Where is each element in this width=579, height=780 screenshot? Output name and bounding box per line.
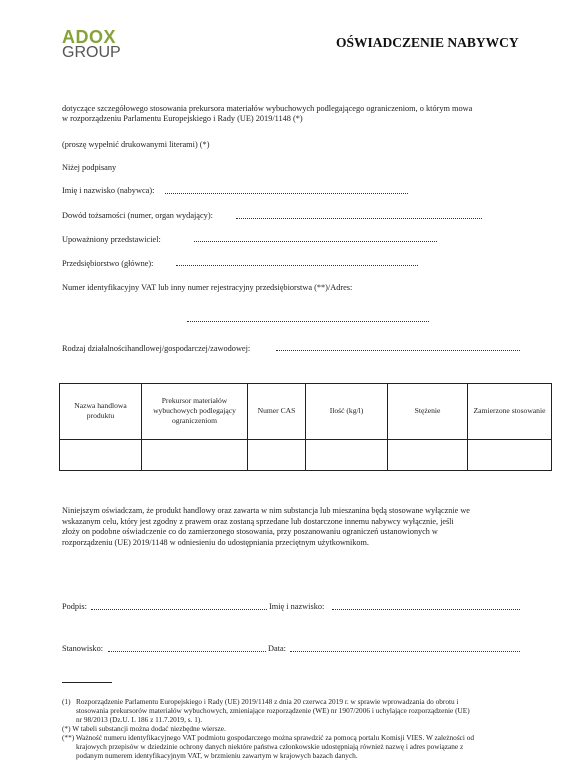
- id-doc-input-line[interactable]: [236, 217, 482, 219]
- undersigned-label: Niżej podpisany: [62, 163, 117, 172]
- signer-name-input-line[interactable]: [332, 608, 520, 610]
- footnote-1-marker: (1): [62, 697, 71, 706]
- footnote-3-line-1: (**) Ważność numeru identyfikacyjnego VAT podmiotu gospodarczego można sprawdzić za pomocą portalu Komisji VIES. W zależności od: [62, 733, 475, 742]
- footnote-1-line-1: Rozporządzenie Parlamentu Europejskiego i Rady (UE) 2019/1148 z dnia 20 czerwca 2019 r. w sprawie wprowadzania do obrotu i: [76, 697, 459, 706]
- cell-intended-use[interactable]: [468, 439, 552, 470]
- header-precursor: Prekursor materiałów wybuchowych podlegający ograniczeniom: [142, 384, 248, 440]
- header-cas-number: Numer CAS: [248, 384, 306, 440]
- cell-cas-number[interactable]: [248, 439, 306, 470]
- footnote-divider: [62, 682, 112, 683]
- activity-input-line[interactable]: [276, 349, 520, 351]
- company-input-line[interactable]: [176, 264, 418, 266]
- document-title: OŚWIADCZENIE NABYWCY: [336, 35, 519, 50]
- date-label: Data:: [268, 644, 286, 653]
- declaration-line-1: Niniejszym oświadczam, że produkt handlowy oraz zawarta w nim substancja lub mieszanina będą stosowane wyłącznie we: [62, 506, 470, 515]
- vat-label: Numer identyfikacyjny VAT lub inny numer rejestracyjny przedsiębiorstwa (**)/Adres:: [62, 283, 353, 292]
- declaration-paragraph: [62, 506, 522, 548]
- signer-name-label: Imię i nazwisko:: [269, 602, 325, 611]
- footnote-3-line-3: podanym numerem identyfikacyjnym VAT, w brzmieniu zawartym w krajowych bazach danych.: [76, 751, 358, 760]
- header-quantity: Ilość (kg/l): [306, 384, 388, 440]
- print-note: (proszę wypełnić drukowanymi literami) (*): [62, 140, 210, 149]
- declaration-line-4: rozporządzeniu (UE) 2019/1148 w odniesieniu do udostępniania przeciętnym użytkownikom.: [62, 537, 369, 547]
- position-label: Stanowisko:: [62, 644, 104, 653]
- footnote-1-line-3: nr 98/2013 (Dz.U. L 186 z 11.7.2019, s. 1).: [76, 715, 203, 724]
- table-header-row: [60, 384, 552, 440]
- intro-line-2: w rozporządzeniu Parlamentu Europejskiego i Rady (UE) 2019/1148 (*): [62, 114, 303, 123]
- header-intended-use: Zamierzone stosowanie: [468, 384, 552, 440]
- footnote-2: (*) W tabeli substancji można dodać niezbędne wiersze.: [62, 724, 226, 733]
- representative-input-line[interactable]: [194, 240, 437, 242]
- activity-label: Rodzaj działalnościhandlowej/gospodarczej/zawodowej:: [62, 344, 251, 353]
- footnote-1-line-2: stosowania prekursorów materiałów wybuchowych, zmieniające rozporządzenie (WE) nr 1907/2006 i uchylające rozporządzenie (UE): [76, 706, 470, 715]
- date-input-line[interactable]: [290, 650, 520, 652]
- logo-adox: ADOX: [62, 27, 117, 47]
- vat-input-line[interactable]: [187, 320, 429, 322]
- signature-input-line[interactable]: [91, 608, 267, 610]
- cell-precursor[interactable]: [142, 439, 248, 470]
- cell-quantity[interactable]: [306, 439, 388, 470]
- intro-line-1: dotyczące szczegółowego stosowania prekursora materiałów wybuchowych podlegającego ograniczeniom, o którym mowa: [62, 104, 473, 113]
- header-concentration: Stężenie: [388, 384, 468, 440]
- declaration-line-3: złoży on podobne oświadczenie co do zamierzonego stosowania, przy poszanowaniu ograniczeń ustanowionych w: [62, 527, 438, 536]
- table-row: [60, 439, 552, 470]
- name-input-line[interactable]: [165, 192, 408, 194]
- id-doc-label: Dowód tożsamości (numer, organ wydający):: [62, 211, 213, 220]
- representative-label: Upoważniony przedstawiciel:: [62, 235, 161, 244]
- name-label: Imię i nazwisko (nabywca):: [62, 186, 155, 195]
- cell-concentration[interactable]: [388, 439, 468, 470]
- logo-group: GROUP: [62, 44, 121, 61]
- signature-label: Podpis:: [62, 602, 87, 611]
- footnote-3-line-2: krajowych przepisów w dziedzinie ochrony danych niektóre państwa członkowskie udostępniają również nazwę i adres powiązane z: [76, 742, 464, 751]
- position-input-line[interactable]: [108, 650, 266, 652]
- substance-table: [59, 383, 552, 471]
- declaration-line-2: wskazanym celu, który jest zgodny z prawem oraz zostaną sprzedane lub dostarczone innemu nabywcy wyłącznie, jeśli: [62, 516, 454, 526]
- header-product-name: Nazwa handlowa produktu: [60, 384, 142, 440]
- cell-product-name[interactable]: [60, 439, 142, 470]
- company-label: Przedsiębiorstwo (główne):: [62, 259, 154, 268]
